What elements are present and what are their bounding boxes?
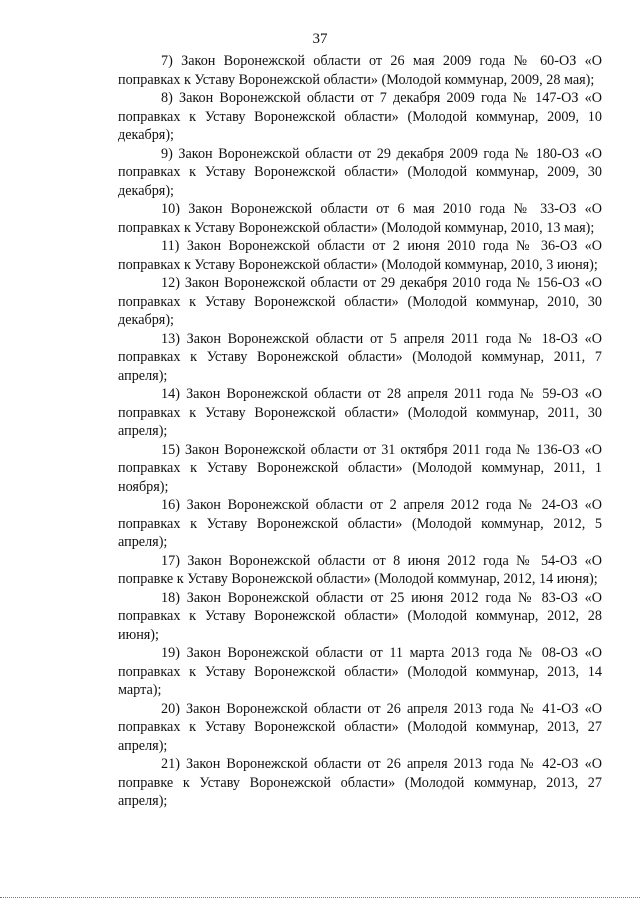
list-item: 18) Закон Воронежской области от 25 июня 2012 года № 83-ОЗ «О поправках к Уставу Воронежской области» (Молодой коммунар, 2012, 28 июня); [118,589,602,643]
list-item: 21) Закон Воронежской области от 26 апреля 2013 года № 42-ОЗ «О поправке к Уставу Воронежской области» (Молодой коммунар, 2013, 27 апреля); [118,756,602,809]
list-item: 20) Закон Воронежской области от 26 апреля 2013 года № 41-ОЗ «О поправках к Уставу Воронежской области» (Молодой коммунар, 2013, 27 апреля); [118,700,602,754]
page-bottom-divider [0,897,640,898]
list-item: 10) Закон Воронежской области от 6 мая 2010 года № 33-ОЗ «О поправках к Уставу Воронежской области» (Молодой коммунар, 2010, 13 мая); [118,201,602,236]
list-item: 19) Закон Воронежской области от 11 марта 2013 года № 08-ОЗ «О поправках к Уставу Воронежской области» (Молодой коммунар, 2013, 14 марта); [118,645,602,698]
list-item: 12) Закон Воронежской области от 29 декабря 2010 года № 156-ОЗ «О поправках к Уставу Воронежской области» (Молодой коммунар, 2010, 30 декабря); [118,275,602,328]
list-item: 14) Закон Воронежской области от 28 апреля 2011 года № 59-ОЗ «О поправках к Уставу Воронежской области» (Молодой коммунар, 2011, 30 апреля); [118,386,602,439]
page-number: 37 [312,31,328,47]
list-item: 11) Закон Воронежской области от 2 июня 2010 года № 36-ОЗ «О поправках к Уставу Воронежской области» (Молодой коммунар, 2010, 3 июня); [118,238,602,273]
list-item: 13) Закон Воронежской области от 5 апреля 2011 года № 18-ОЗ «О поправках к Уставу Воронежской области» (Молодой коммунар, 2011, 7 апреля); [118,330,602,384]
list-item: 17) Закон Воронежской области от 8 июня 2012 года № 54-ОЗ «О поправке к Уставу Воронежской области» (Молодой коммунар, 2012, 14 июня); [118,552,602,587]
document-body [118,52,602,811]
list-item: 9) Закон Воронежской области от 29 декабря 2009 года № 180-ОЗ «О поправках к Уставу Воронежской области» (Молодой коммунар, 2009, 30 декабря); [118,145,602,199]
list-item: 16) Закон Воронежской области от 2 апреля 2012 года № 24-ОЗ «О поправках к Уставу Воронежской области» (Молодой коммунар, 2012, 5 апреля); [118,497,602,550]
list-item: 7) Закон Воронежской области от 26 мая 2009 года № 60-ОЗ «О поправках к Уставу Воронежской области» (Молодой коммунар, 2009, 28 мая); [118,53,602,88]
list-item: 15) Закон Воронежской области от 31 октября 2011 года № 136-ОЗ «О поправках к Уставу Воронежской области» (Молодой коммунар, 2011, 1 ноября); [118,441,602,495]
list-item: 8) Закон Воронежской области от 7 декабря 2009 года № 147-ОЗ «О поправках к Уставу Воронежской области» (Молодой коммунар, 2009, 10 декабря); [118,90,602,143]
